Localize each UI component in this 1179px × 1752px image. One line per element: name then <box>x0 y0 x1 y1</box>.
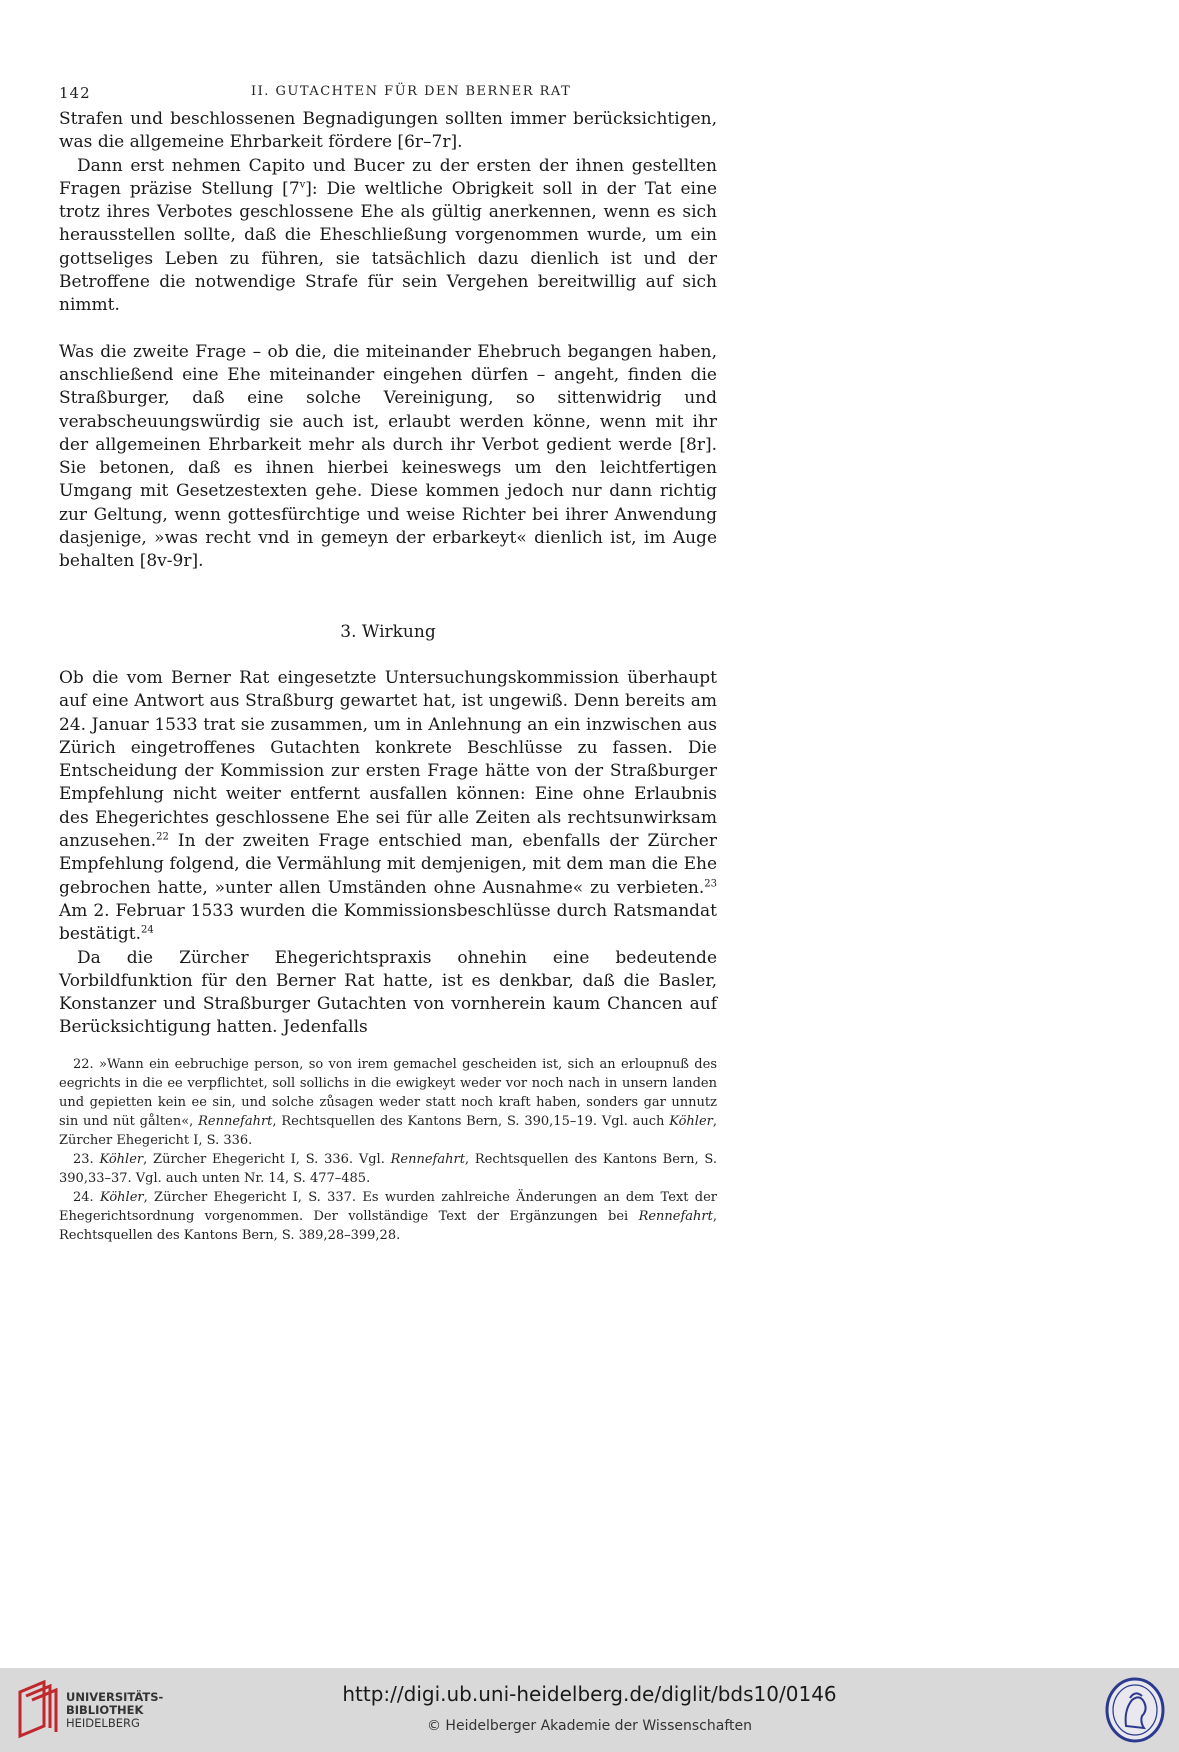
paragraph-2 <box>59 155 717 318</box>
footnote-24-text-a: 24. <box>73 1189 100 1205</box>
footnote-22-text-a: 22. »Wann ein eebruchige person, so von irem gemachel gescheiden ist, sich an erloupnuß des eegrichts in die ee verpflichtet, soll sollichs in die ewigkeyt weder vor noch nach in unsern landen und gepietten kein ee sin, und solche zůsagen weder statt noch kraft haben, sonders gar unnutz sin und nüt gålten«, <box>59 1056 717 1129</box>
paragraph-4-text-c: Am 2. Februar 1533 wurden die Kommissionsbeschlüsse durch Ratsmandat bestätigt. <box>59 900 717 945</box>
footnote-24-text-b: , Zürcher Ehegericht I, S. 337. Es wurden zahlreiche Änderungen an dem Text der Ehegerichtsordnung vorgenommen. Der vollständige Text der Ergänzungen bei <box>59 1189 717 1224</box>
footnote-24-author-2: Rennefahrt <box>638 1208 713 1224</box>
footnote-23-text-b: , Zürcher Ehegericht I, S. 336. Vgl. <box>143 1151 391 1167</box>
permalink-url[interactable]: http://digi.ub.uni-heidelberg.de/diglit/bds10/0146 <box>342 1682 837 1706</box>
paragraph-4-text-a: Ob die vom Berner Rat eingesetzte Untersuchungskommission überhaupt auf eine Antwort aus Straßburg gewartet hat, ist ungewiß. Denn bereits am 24. Januar 1533 trat sie zusammen, um in Anlehnung an ein inzwischen aus Zürich eingetroffenes Gutachten konkrete Beschlüsse zu fassen. Die Entscheidung der Kommission zur ersten Frage hätte von der Straßburger Empfehlung nicht weiter entfernt ausfallen können: Eine ohne Erlaubnis des Ehegerichtes geschlossene Ehe sei für alle Zeiten als rechtsunwirksam anzusehen. <box>59 667 717 852</box>
footnotes <box>59 1055 717 1245</box>
paragraph-3 <box>59 341 717 574</box>
footnote-23 <box>59 1150 717 1188</box>
copyright-notice: © Heidelberger Akademie der Wissenschaften <box>426 1718 752 1734</box>
footnote-22 <box>59 1055 717 1150</box>
footnote-22-text-c: , Zürcher Ehegericht I, S. 336. <box>59 1113 718 1148</box>
footnote-ref-22[interactable]: 22 <box>156 831 169 843</box>
book-page <box>59 84 717 1245</box>
paragraph-1 <box>59 108 717 155</box>
footnote-ref-24[interactable]: 24 <box>141 924 154 936</box>
footnote-23-author-1: Köhler <box>99 1151 144 1167</box>
footnote-24-author-1: Köhler <box>99 1189 144 1205</box>
footnote-23-text-c: , Rechtsquellen des Kantons Bern, S. 390,33–37. Vgl. auch unten Nr. 14, S. 477–485. <box>59 1151 717 1186</box>
paragraph-1-text: Strafen und beschlossenen Begnadigungen sollten immer berücksichtigen, was die allgemeine Ehrbarkeit fördere [6r–7r]. <box>59 109 717 153</box>
main-text <box>59 108 717 1040</box>
footnote-24 <box>59 1188 717 1245</box>
footnote-24-text-c: , Rechtsquellen des Kantons Bern, S. 389,28–399,28. <box>59 1208 717 1243</box>
page-number: 142 <box>59 84 91 102</box>
paragraph-5 <box>59 947 717 1040</box>
footnote-22-author-1: Rennefahrt <box>198 1113 273 1129</box>
logo-line-1: UNIVERSITÄTS- <box>66 1690 164 1704</box>
paragraph-2-text-a: Dann erst nehmen Capito und Bucer zu der ersten der ihnen gestellten Fragen präzise Stellung [7 <box>59 155 717 199</box>
viewer-footer <box>0 1668 1179 1752</box>
logo-line-2: BIBLIOTHEK <box>66 1703 144 1717</box>
paragraph-3-text: Was die zweite Frage – ob die, die miteinander Ehebruch begangen haben, anschließend eine Ehe miteinander eingehen dürfen – angeht, finden die Straßburger, daß eine solche Vereinigung, so sittenwidrig und verabscheuungswürdig sie auch ist, erlaubt werden könne, wenn mit ihr der allgemeinen Ehrbarkeit mehr als durch ihr Verbot gedient werde [8r]. Sie betonen, daß es ihnen hierbei keineswegs um den leichtfertigen Umgang mit Gesetzestexten gehe. Diese kommen jedoch nur dann richtig zur Geltung, wenn gottesfürchtige und weise Richter bei ihrer Anwendung dasjenige, »was recht vnd in gemeyn der erbarkeyt« dienlich ist, im Auge behalten [8v-9r]. <box>59 341 717 572</box>
footnote-23-author-2: Rennefahrt <box>390 1151 465 1167</box>
academy-seal-icon <box>1104 1676 1166 1744</box>
running-title: II. GUTACHTEN FÜR DEN BERNER RAT <box>251 84 572 99</box>
page-header <box>59 84 717 108</box>
paragraph-5-text: Da die Zürcher Ehegerichtspraxis ohnehin eine bedeutende Vorbildfunktion für den Berner Rat hatte, ist es denkbar, daß die Basler, Konstanzer und Straßburger Gutachten von vornherein kaum Chancen auf Berücksichtigung hatten. Jedenfalls <box>59 947 717 1038</box>
footnote-ref-23[interactable]: 23 <box>704 877 717 889</box>
footnote-22-author-2: Köhler <box>669 1113 713 1129</box>
paragraph-4 <box>59 667 717 947</box>
logo-line-3: HEIDELBERG <box>66 1716 140 1730</box>
footnote-22-text-b: , Rechtsquellen des Kantons Bern, S. 390,15–19. Vgl. auch <box>272 1113 670 1129</box>
section-heading: 3. Wirkung <box>340 621 436 642</box>
folio-superscript: v <box>299 179 306 191</box>
paragraph-4-text-b: In der zweiten Frage entschied man, ebenfalls der Zürcher Empfehlung folgend, die Vermählung mit demjenigen, mit dem man die Ehe gebrochen hatte, »unter allen Umständen ohne Ausnahme« zu verbieten. <box>59 831 717 898</box>
footnote-23-text-a: 23. <box>73 1151 100 1167</box>
paragraph-2-text-b: ]: Die weltliche Obrigkeit soll in der Tat eine trotz ihres Verbotes geschlossene Ehe als gültig anerkennen, wenn es sich herausstellen sollte, daß die Eheschließung vorgenommen wurde, um ein gottseliges Leben zu führen, sie tatsächlich dazu dienlich ist und der Betroffene die notwendige Strafe für sein Vergehen bereitwillig auf sich nimmt. <box>59 178 717 316</box>
